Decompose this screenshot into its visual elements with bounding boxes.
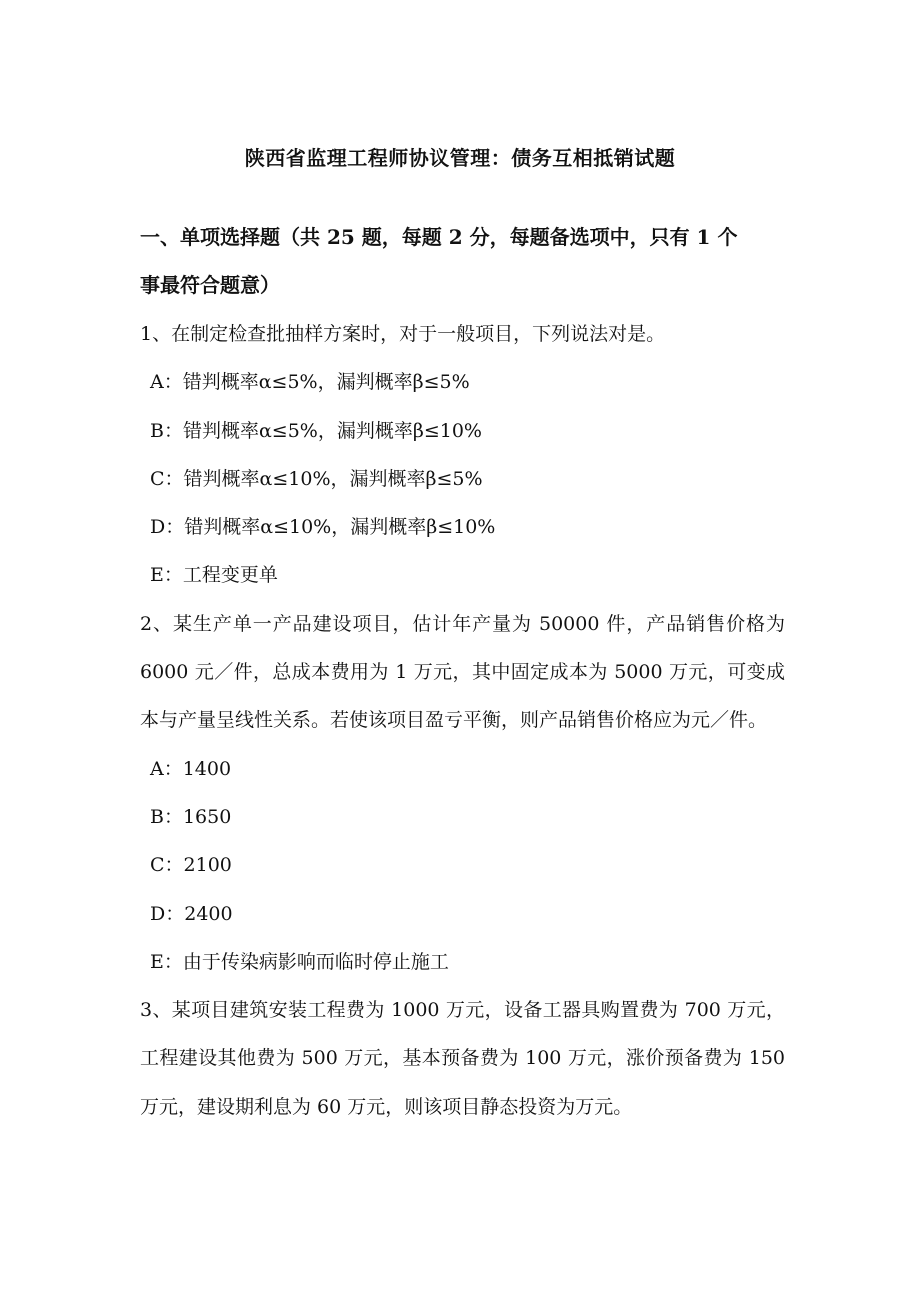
option-c: C：错判概率α≤10%，漏判概率β≤5% bbox=[150, 467, 483, 490]
option-b: B：1650 bbox=[150, 805, 232, 828]
option-a: A：1400 bbox=[150, 757, 232, 780]
question-stem: 2、某生产单一产品建设项目，估计年产量为 50000 件，产品销售价格为 6000 元／件，总成本费用为 1 万元，其中固定成本为 5000 万元，可变成本与产量呈线性关系。若使该项目盈亏平衡，则产品销售价格应为元／件。 bbox=[140, 612, 785, 732]
section-heading-line-2: 事最符合题意） bbox=[140, 273, 280, 297]
question-stem: 3、某项目建筑安装工程费为 1000 万元，设备工器具购置费为 700 万元，工程建设其他费为 500 万元，基本预备费为 100 万元，涨价预备费为 150 万元，建设期利息为 60 万元，则该项目静态投资为万元。 bbox=[140, 999, 785, 1118]
option-e: E：工程变更单 bbox=[150, 564, 278, 587]
option-d: D：2400 bbox=[150, 902, 233, 925]
section-heading-line-1: 一、单项选择题（共 25 题，每题 2 分，每题备选项中，只有 1 个 bbox=[140, 225, 738, 249]
option-a: A：错判概率α≤5%，漏判概率β≤5% bbox=[150, 371, 470, 394]
question-1 bbox=[140, 310, 785, 600]
section-heading bbox=[140, 218, 785, 304]
question-3 bbox=[140, 986, 785, 1131]
document-title: 陕西省监理工程师协议管理：债务互相抵销试题 bbox=[244, 146, 676, 170]
question-list bbox=[140, 310, 785, 1131]
option-b: B：错判概率α≤5%，漏判概率β≤10% bbox=[150, 419, 482, 442]
option-c: C：2100 bbox=[150, 854, 232, 877]
option-d: D：错判概率α≤10%，漏判概率β≤10% bbox=[150, 516, 496, 539]
question-2 bbox=[140, 600, 785, 986]
question-stem: 1、在制定检查批抽样方案时，对于一般项目，下列说法对是。 bbox=[140, 323, 666, 345]
option-e: E：由于传染病影响而临时停止施工 bbox=[150, 950, 449, 973]
